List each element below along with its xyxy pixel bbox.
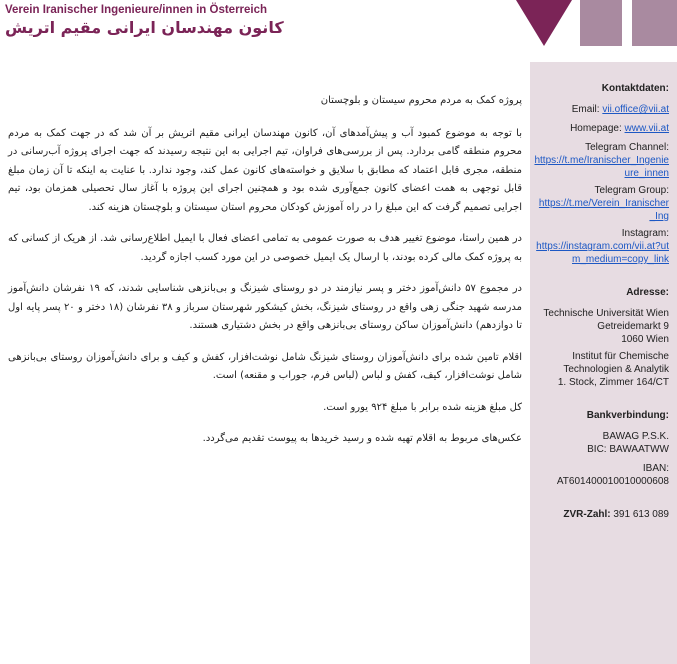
logo-triangle — [516, 0, 572, 46]
organization-name-german: Verein Iranischer Ingenieure/innen in Österreich — [5, 4, 268, 16]
paragraph: اقلام تامین شده برای دانش‌آموزان روستای شیزنگ شامل نوشت‌افزار، کفش و کیف و برای دانش‌آموزان روستای بی‌بانزهی شامل نوشت‌افزار، کیف، کفش و لباس (لباس فرم، جوراب و مقنعه) است. — [8, 351, 522, 381]
homepage-label: Homepage: — [570, 123, 622, 134]
contact-sidebar — [530, 62, 677, 664]
telegram-group-label: Telegram Group: — [594, 185, 669, 196]
telegram-channel-label: Telegram Channel: — [585, 142, 669, 153]
address-line: Technische Universität Wien — [543, 308, 669, 319]
organization-name-persian: کانون مهندسان ایرانی مقیم اتریش — [5, 18, 284, 37]
header-organization — [5, 4, 284, 37]
telegram-channel-link[interactable]: https://t.me/Iranischer_Ingenieure_innen — [534, 155, 669, 179]
iban-value: AT601400010010000608 — [556, 476, 669, 487]
address-line: 1. Stock, Zimmer 164/CT — [557, 377, 669, 388]
bank-name: BAWAG P.S.K. — [602, 431, 669, 442]
address-line: 1060 Wien — [621, 334, 669, 345]
main-content — [8, 92, 522, 462]
iban-label: IBAN: — [642, 463, 669, 474]
telegram-group-link[interactable]: https://t.me/Verein_Iranischer_Ing — [538, 198, 669, 222]
logo-bar-1 — [580, 0, 622, 46]
zvr-value: 391 613 089 — [613, 509, 669, 520]
email-row — [534, 103, 669, 116]
email-link[interactable]: vii.office@vii.at — [602, 104, 669, 115]
bank-bic: BIC: BAWAATWW — [587, 444, 669, 455]
bank-heading: Bankverbindung: — [586, 410, 669, 421]
paragraph: در مجموع ۵۷ دانش‌آموز دختر و پسر نیازمند در دو روستای شیزنگ و بی‌بانزهی شناسایی شدند، که ۱۹ نفرشان دانش‌آموز مدرسه شهید جنگی زهی واقع در روستای شیزنگ، بخش کیشکور شهرستان سرباز و ۳۸ نفرشان (۱۸ دختر و ۲۰ پسر پایه اول تا دوازدهم) دانش‌آموزان ساکن روستای بی‌بانزهی واقع در بخش دشتیاری هستند. — [8, 283, 522, 331]
paragraph: با توجه به موضوع کمبود آب و پیش‌آمدهای آن، کانون مهندسان ایرانی مقیم اتریش بر آن شد که در جهت کمک به مردم محروم منطقه گامی بردارد. پس از بررسی‌های فراوان، تیم اجرایی به این نتیجه رسیدند که جهت اجرای پروژه آب‌رسانی در منطقه، مجری قابل اعتماد که مطابق با سلایق و خواسته‌های کانون عمل کند، وجود ندارد. با عنایت به اینکه تا آن زمان مبلغ قابل توجهی به همت اعضای کانون جمع‌آوری شده بود و همچنین اجرای این پروژه با آغاز سال تحصیلی همزمان بود، تیم اجرایی تصمیم گرفت که این مبلغ را در راه آموزش کودکان محروم استان سیستان و بلوچستان هزینه کند. — [8, 127, 522, 213]
zvr-row — [534, 508, 669, 521]
email-label: Email: — [571, 104, 600, 115]
paragraph: عکس‌های مربوط به اقلام تهیه شده و رسید خریدها به پیوست تقدیم می‌گردد. — [202, 433, 522, 444]
instagram-link[interactable]: https://instagram.com/vii.at?utm_medium=copy_link — [536, 241, 669, 265]
paragraph: کل مبلغ هزینه شده برابر با مبلغ ۹۲۴ یورو است. — [323, 401, 522, 413]
address-heading: Adresse: — [626, 287, 669, 298]
contact-heading: Kontaktdaten: — [601, 83, 669, 94]
instagram-label: Instagram: — [621, 228, 669, 239]
zvr-label: ZVR-Zahl: — [563, 509, 611, 520]
telegram-group-row — [534, 184, 669, 223]
paragraph: در همین راستا، موضوع تغییر هدف به صورت عمومی به تمامی اعضای فعال با ایمیل اطلاع‌رسانی شد. از هریک از کسانی که به پروژه کمک مالی کرده بودند، با ارسال یک ایمیل خصوصی در این مورد کسب اجازه گردید. — [8, 233, 522, 263]
instagram-row — [534, 227, 669, 266]
address-line: Getreidemarkt 9 — [597, 321, 669, 332]
vii-logo — [516, 0, 677, 46]
homepage-link[interactable]: www.vii.at — [624, 123, 669, 134]
homepage-row — [534, 122, 669, 135]
telegram-channel-row — [534, 141, 669, 180]
document-title: پروژه کمک به مردم محروم سیستان و بلوچستان — [320, 95, 522, 106]
address-line: Institut für Chemische Technologien & Analytik — [563, 351, 669, 375]
logo-bar-2 — [632, 0, 677, 46]
